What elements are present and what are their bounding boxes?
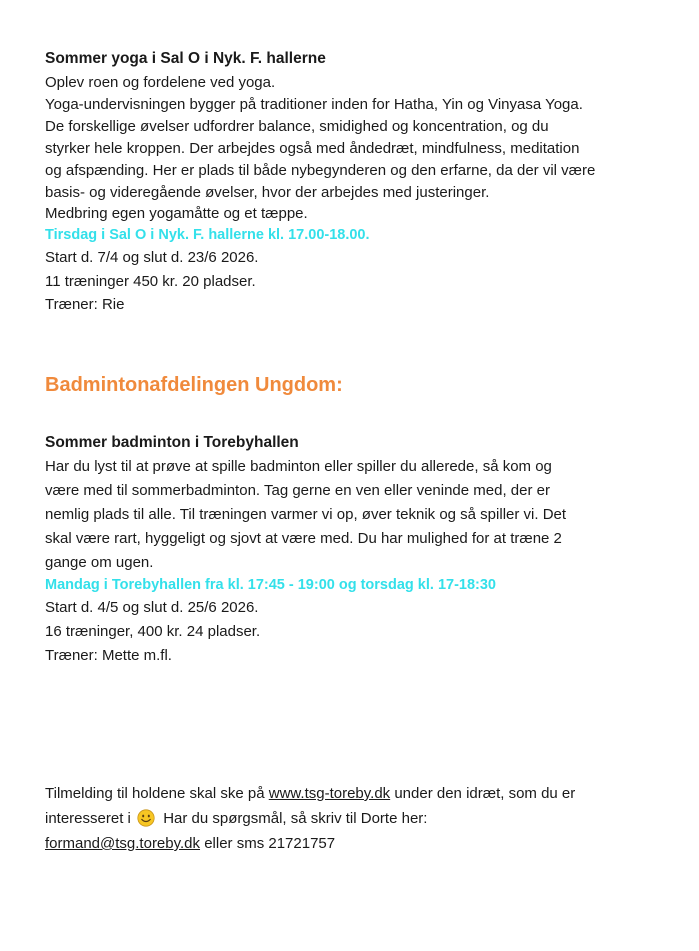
footer-text: Tilmelding til holdene skal ske på (45, 785, 269, 802)
badminton-dates: Start d. 4/5 og slut d. 25/6 2026. (45, 599, 259, 616)
yoga-title: Sommer yoga i Sal O i Nyk. F. hallerne (45, 50, 326, 67)
yoga-description-line: Yoga-undervisningen bygger på traditioner inden for Hatha, Yin og Vinyasa Yoga. (45, 96, 583, 113)
yoga-description-line: og afspænding. Her er plads til både nybegynderen og den erfarne, da der vil være (45, 162, 596, 179)
footer-text: Har du spørgsmål, så skriv til Dorte her: (163, 810, 428, 827)
yoga-description-line: Oplev roen og fordelene ved yoga. (45, 74, 276, 91)
yoga-description-line: styrker hele kroppen. Der arbejdes også med åndedræt, mindfulness, meditation (45, 140, 580, 157)
yoga-schedule: Tirsdag i Sal O i Nyk. F. hallerne kl. 17.00-18.00. (45, 227, 370, 243)
yoga-description-line: Medbring egen yogamåtte og et tæppe. (45, 205, 308, 222)
badminton-description-line: nemlig plads til alle. Til træningen varmer vi op, øver teknik og så spiller vi. Det (45, 506, 567, 523)
footer-text: under den idræt, som du er (390, 785, 576, 802)
smiley-emoji-icon (137, 809, 155, 827)
badminton-trainer: Træner: Mette m.fl. (45, 647, 172, 664)
yoga-description-line: basis- og videregående øvelser, hvor der arbejdes med justeringer. (45, 184, 490, 201)
footer-line-1 (45, 784, 575, 804)
yoga-trainer: Træner: Rie (45, 296, 125, 313)
badminton-price: 16 træninger, 400 kr. 24 pladser. (45, 623, 261, 640)
email-link[interactable]: formand@tsg.toreby.dk (45, 835, 201, 852)
badminton-description-line: være med til sommerbadminton. Tag gerne en ven eller veninde med, der er (45, 482, 550, 499)
footer-line-2 (45, 809, 427, 829)
yoga-price: 11 træninger 450 kr. 20 pladser. (45, 273, 256, 290)
footer-text: interesseret i (45, 810, 131, 827)
badminton-description-line: gange om ugen. (45, 554, 154, 571)
footer-text: eller sms 21721757 (200, 835, 336, 852)
badminton-description-line: Har du lyst til at prøve at spille badminton eller spiller du allerede, så kom og (45, 458, 552, 475)
footer-line-3 (45, 834, 335, 854)
badminton-section-title: Badmintonafdelingen Ungdom: (45, 374, 343, 396)
badminton-schedule: Mandag i Torebyhallen fra kl. 17:45 - 19:00 og torsdag kl. 17-18:30 (45, 577, 496, 593)
badminton-title: Sommer badminton i Torebyhallen (45, 434, 299, 451)
website-link[interactable]: www.tsg-toreby.dk (268, 785, 391, 802)
badminton-description-line: skal være rart, hyggeligt og sjovt at være med. Du har mulighed for at træne 2 (45, 530, 562, 547)
yoga-dates: Start d. 7/4 og slut d. 23/6 2026. (45, 249, 259, 266)
yoga-description-line: De forskellige øvelser udfordrer balance, smidighed og koncentration, og du (45, 118, 549, 135)
